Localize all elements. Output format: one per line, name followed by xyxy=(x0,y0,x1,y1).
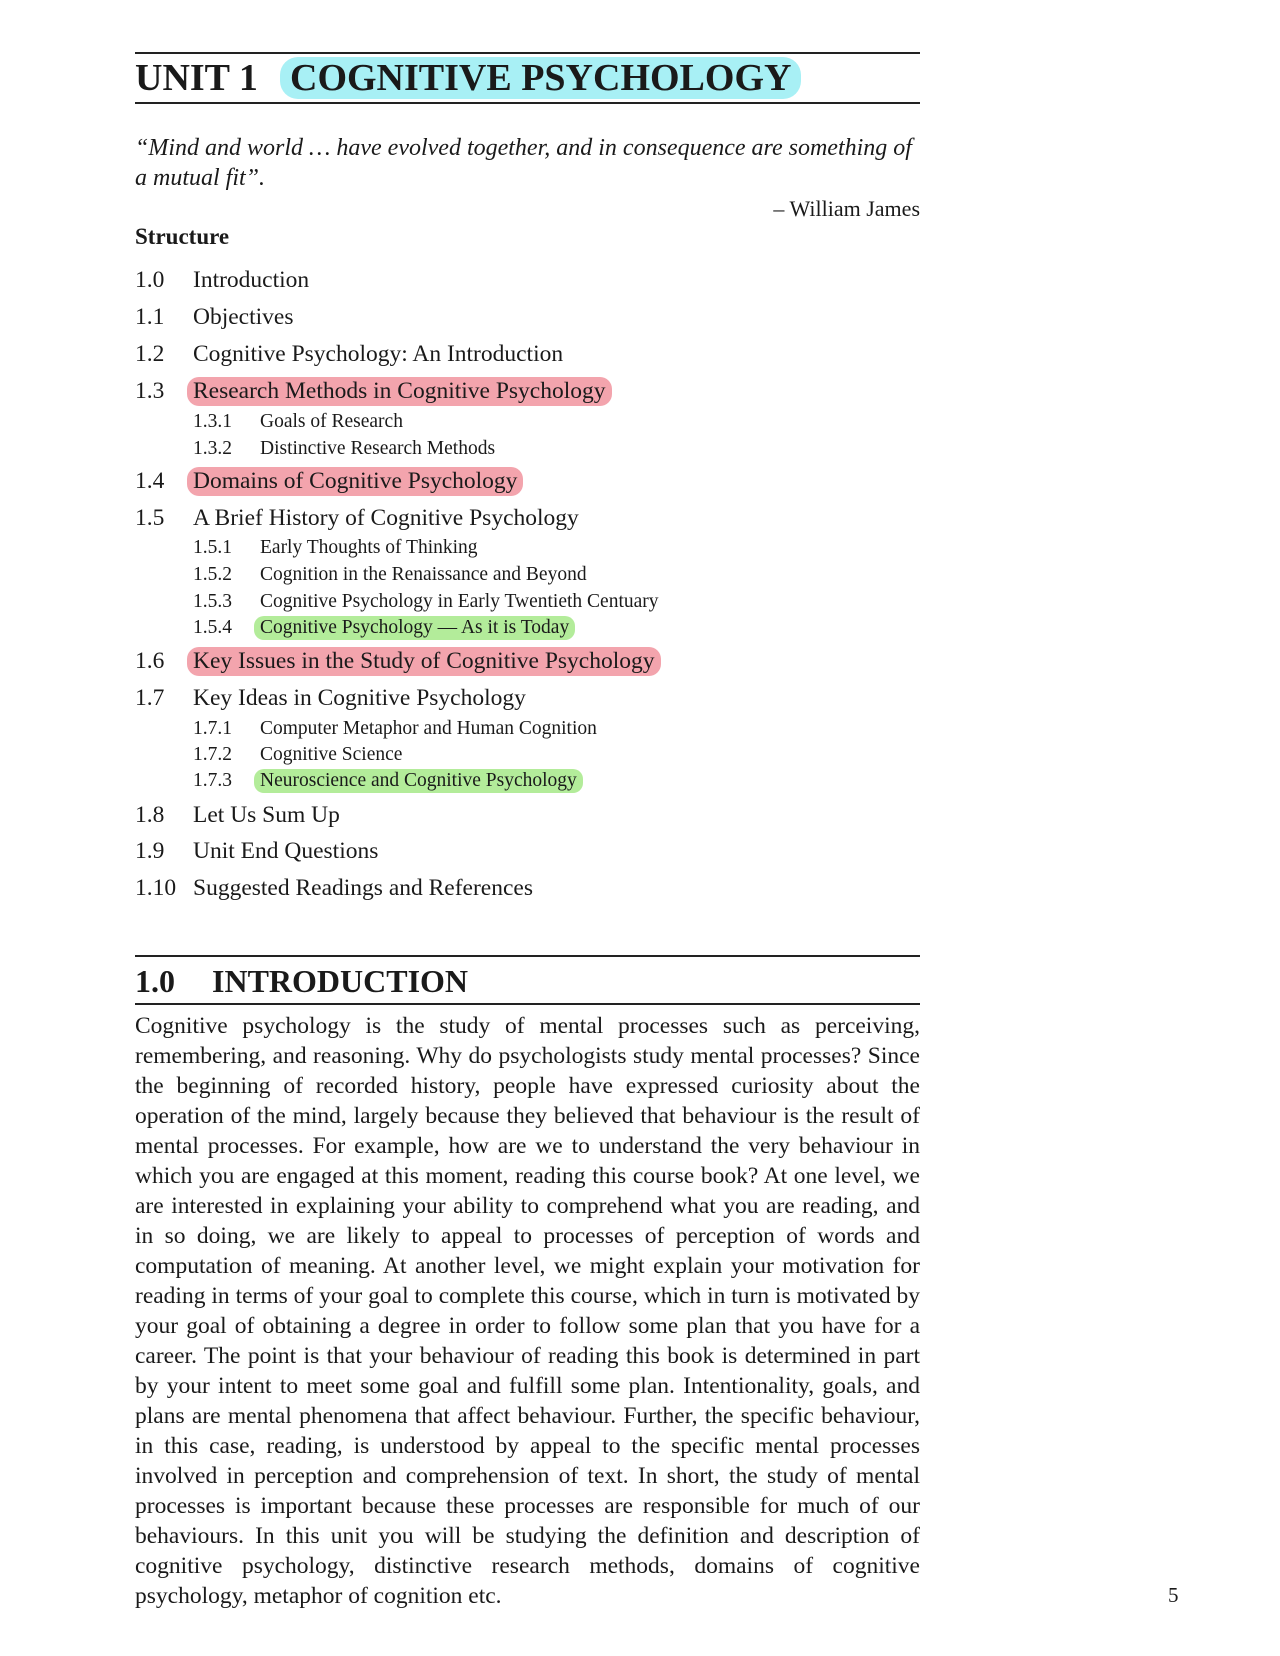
toc-entry-label: Suggested Readings and References xyxy=(193,875,533,901)
toc-entry-number: 1.7.3 xyxy=(193,770,232,791)
section-number: 1.0 xyxy=(135,963,175,999)
toc-entry-label: Early Thoughts of Thinking xyxy=(260,537,478,558)
page-number: 5 xyxy=(1168,1583,1179,1607)
unit-title: COGNITIVE PSYCHOLOGY xyxy=(280,57,801,99)
toc-entry-label: Neuroscience and Cognitive Psychology xyxy=(260,769,583,793)
epigraph-attribution: – William James xyxy=(773,196,920,221)
toc-entry-number: 1.4 xyxy=(135,468,165,494)
unit-label: UNIT 1 xyxy=(135,57,258,99)
toc-entry-number: 1.1 xyxy=(135,304,165,330)
toc-entry-number: 1.9 xyxy=(135,838,165,864)
toc-entry-label: Objectives xyxy=(193,304,294,330)
toc-entry-number: 1.10 xyxy=(135,875,177,901)
structure-heading: Structure xyxy=(135,224,230,249)
toc-entry-number: 1.6 xyxy=(135,648,165,674)
toc-entry-number: 1.5 xyxy=(135,505,165,531)
toc-entry-label: Cognitive Psychology — As it is Today xyxy=(260,616,575,640)
toc-entry-label: Key Ideas in Cognitive Psychology xyxy=(193,685,526,711)
toc-entry-number: 1.3.1 xyxy=(193,411,232,432)
toc-entry-label: Cognitive Science xyxy=(260,744,403,765)
toc-entry-number: 1.0 xyxy=(135,267,165,293)
toc-entry-number: 1.3.2 xyxy=(193,438,232,459)
toc-entry-label: Cognitive Psychology in Early Twentieth Centuary xyxy=(260,591,659,612)
toc-entry-label: A Brief History of Cognitive Psychology xyxy=(193,505,579,531)
toc-entry-label: Cognitive Psychology: An Introduction xyxy=(193,341,564,367)
toc-entry-number: 1.5.1 xyxy=(193,537,232,558)
epigraph-quote: “Mind and world … have evolved together, and in consequence are something of a mutual fit”. xyxy=(135,135,912,191)
toc-entry-number: 1.7.2 xyxy=(193,744,232,765)
toc-entry-label: Goals of Research xyxy=(260,411,403,432)
toc-entry-label: Introduction xyxy=(193,267,310,293)
toc-entry-number: 1.5.4 xyxy=(193,617,232,638)
toc-entry-number: 1.8 xyxy=(135,802,165,828)
toc-entry-label: Key Issues in the Study of Cognitive Psychology xyxy=(193,647,661,675)
toc-entry-number: 1.5.2 xyxy=(193,564,232,585)
toc-entry-label: Let Us Sum Up xyxy=(193,802,340,828)
toc-entry-number: 1.5.3 xyxy=(193,591,232,612)
section-title: INTRODUCTION xyxy=(212,963,469,999)
toc-entry-label: Computer Metaphor and Human Cognition xyxy=(260,718,597,739)
toc-entry-number: 1.2 xyxy=(135,341,165,367)
body-paragraph: Cognitive psychology is the study of mental processes such as perceiving, remembering, and reasoning. Why do psychologists study mental processes? Since the beginning of recorded history, people have expressed curiosity about the operation of the mind, largely because they believed that behaviour is the result of mental processes. For example, how are we to understand the very behaviour in which you are engaged at this moment, reading this course book? At one level, we are interested in explaining your ability to comprehend what you are reading, and in so doing, we are likely to appeal to processes of perception of words and computation of meaning. At another level, we might explain your motivation for reading in terms of your goal to complete this course, which in turn is motivated by your goal of obtaining a degree in order to follow some plan that you have for a career. The point is that your behaviour of reading this book is determined in part by your intent to meet some goal and fulfill some plan. Intentionality, goals, and plans are mental phenomena that affect behaviour. Further, the specific behaviour, in this case, reading, is understood by appeal to the specific mental processes involved in perception and comprehension of text. In short, the study of mental processes is important because these processes are responsible for much of our behaviours. In this unit you will be studying the definition and description of cognitive psychology, distinctive research methods, domains of cognitive psychology, metaphor of cognition etc. xyxy=(135,1013,920,1609)
toc-entry-number: 1.3 xyxy=(135,378,165,404)
toc-entry-label: Domains of Cognitive Psychology xyxy=(193,467,523,495)
toc-entry-label: Research Methods in Cognitive Psychology xyxy=(193,377,612,405)
toc-entry-label: Distinctive Research Methods xyxy=(260,438,496,459)
unit-header xyxy=(135,52,920,104)
toc-entry-label: Cognition in the Renaissance and Beyond xyxy=(260,564,587,585)
section-header xyxy=(135,955,920,1005)
toc-entry-number: 1.7.1 xyxy=(193,718,232,739)
toc-entry-label: Unit End Questions xyxy=(193,838,379,864)
toc-entry-number: 1.7 xyxy=(135,685,165,711)
